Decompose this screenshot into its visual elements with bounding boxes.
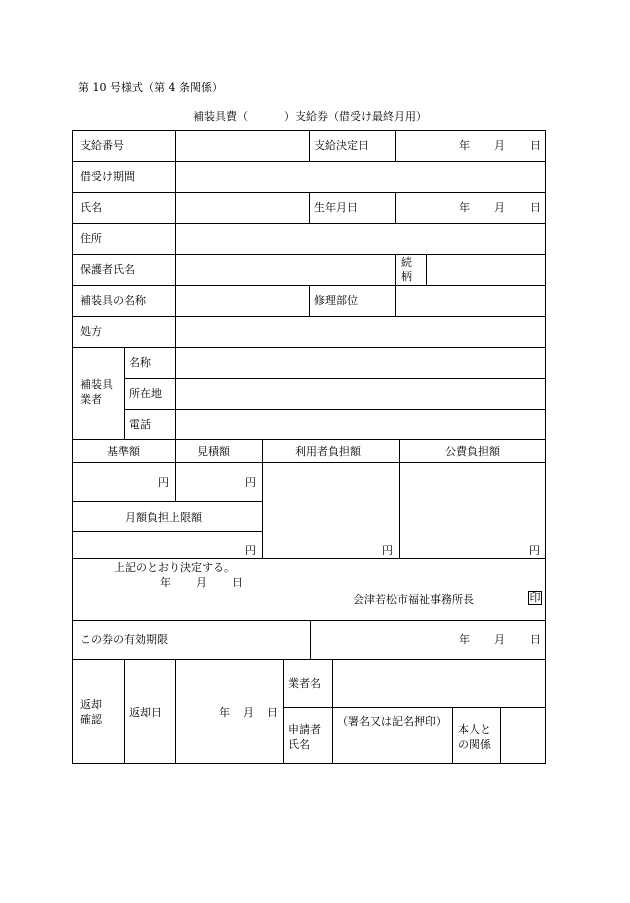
birth-date-year: 年 [459, 201, 470, 214]
header-estimate-amount: 見積額 [197, 445, 230, 458]
label-vendor-name: 名称 [129, 356, 151, 369]
validity-day: 日 [530, 633, 541, 646]
form-title-left: 補装具費（ [193, 110, 248, 123]
label-payment-number: 支給番号 [80, 139, 124, 152]
yen-standard: 円 [158, 476, 169, 489]
label-payment-decision-date: 支給決定日 [314, 139, 369, 152]
label-validity: この券の有効期限 [80, 633, 168, 646]
return-date-month: 月 [243, 706, 254, 719]
validity-month: 月 [494, 633, 505, 646]
header-user-burden: 利用者負担額 [295, 445, 361, 458]
label-relationship-top: 続 [401, 256, 412, 269]
label-relationship-bottom: 柄 [401, 270, 412, 283]
label-applicant-bottom: 氏名 [288, 738, 310, 751]
label-return-top: 返却 [80, 698, 102, 711]
decision-text: 上記のとおり決定する。 [114, 561, 235, 574]
label-birth-date: 生年月日 [314, 201, 358, 214]
label-rental-period: 借受け期間 [80, 170, 135, 183]
decision-date-month: 月 [494, 139, 505, 152]
label-vendor-phone: 電話 [129, 418, 151, 431]
header-public-burden: 公費負担額 [445, 445, 500, 458]
label-relation-top: 本人と [458, 723, 491, 736]
return-date-year: 年 [219, 706, 230, 719]
decision-day: 日 [232, 576, 243, 589]
label-vendor-top: 補装具 [80, 378, 113, 391]
label-guardian-name: 保護者氏名 [80, 263, 135, 276]
decision-year: 年 [160, 576, 171, 589]
label-name: 氏名 [80, 201, 102, 214]
seal-mark: 印 [529, 591, 541, 604]
decision-month: 月 [196, 576, 207, 589]
yen-estimate: 円 [245, 476, 256, 489]
label-return-date: 返却日 [129, 706, 162, 719]
label-prescription: 処方 [80, 325, 102, 338]
header-standard-amount: 基準額 [107, 445, 140, 458]
label-relation-bottom: の関係 [458, 738, 491, 751]
form-title-right: ）支給券（借受け最終月用） [284, 110, 427, 123]
yen-monthly-cap: 円 [245, 544, 256, 557]
decision-date-day: 日 [530, 139, 541, 152]
label-monthly-cap: 月額負担上限額 [125, 511, 202, 524]
validity-year: 年 [459, 633, 470, 646]
label-return-bottom: 確認 [80, 713, 102, 726]
return-date-day: 日 [267, 706, 278, 719]
label-vendor-location: 所在地 [129, 387, 162, 400]
birth-date-month: 月 [494, 201, 505, 214]
birth-date-day: 日 [530, 201, 541, 214]
label-address: 住所 [80, 232, 102, 245]
form-number: 第 10 号様式（第 4 条関係） [78, 81, 223, 94]
label-applicant-top: 申請者 [288, 723, 321, 736]
label-vendor-name-return: 業者名 [288, 677, 321, 690]
label-repair-part: 修理部位 [314, 294, 358, 307]
label-device-name: 補装具の名称 [80, 294, 146, 307]
decision-date-year: 年 [459, 139, 470, 152]
label-vendor-bottom: 業者 [80, 393, 102, 406]
issuer-name: 会津若松市福祉事務所長 [353, 593, 474, 606]
yen-public-burden: 円 [529, 544, 540, 557]
signature-note: （署名又は記名押印） [337, 715, 447, 728]
yen-user-burden: 円 [382, 544, 393, 557]
